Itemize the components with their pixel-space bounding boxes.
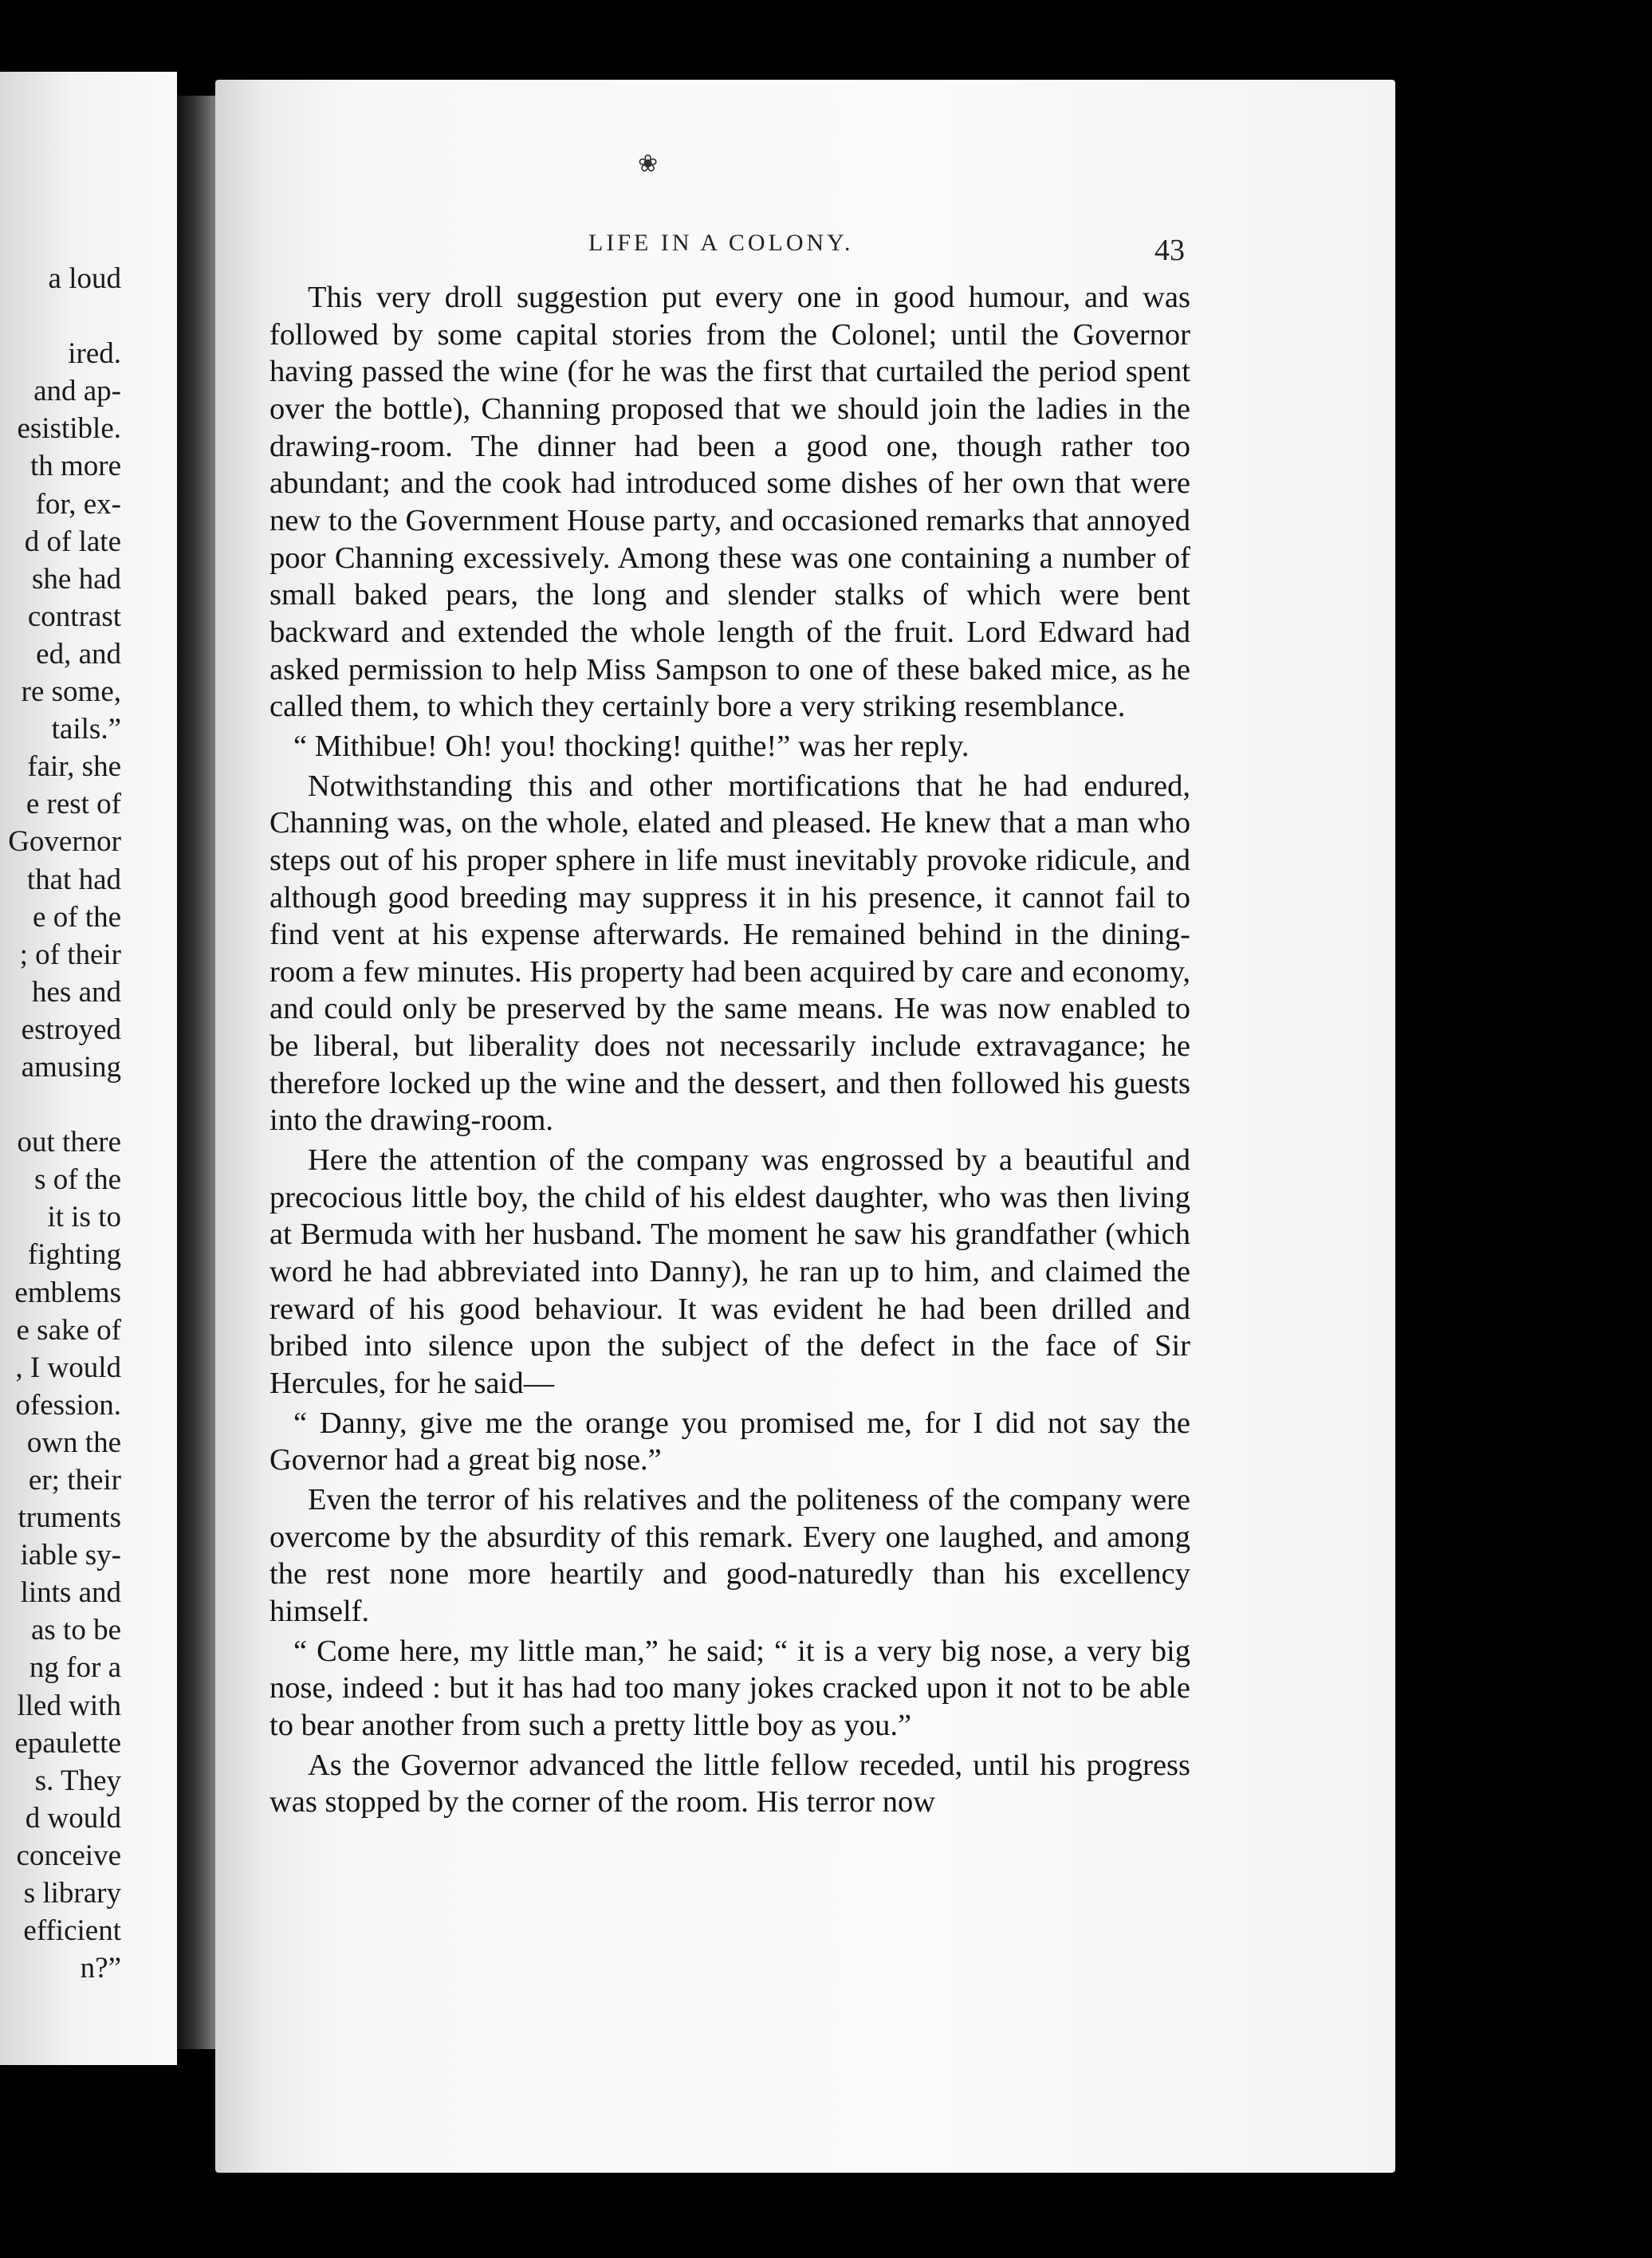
left-page-line — [8, 297, 121, 335]
left-page-line: ed, and — [36, 637, 121, 671]
paragraph: As the Governor advanced the little fellow receded, until his progress was stopped by the corner of the room. His terror now — [269, 1748, 1190, 1819]
left-page-line: d of late — [24, 525, 121, 558]
left-page-line: th more — [30, 450, 121, 483]
left-page-line: ng for a — [29, 1651, 121, 1685]
paragraph: “ Danny, give me the orange you promised me, for I did not say the Governor had a great big nose.” — [269, 1406, 1190, 1477]
left-page-line: fighting — [27, 1238, 121, 1272]
left-page-line: ofession. — [15, 1388, 121, 1422]
left-page-line: lints and — [20, 1576, 121, 1610]
left-page-line: amusing — [21, 1050, 121, 1084]
left-page-line: lled with — [17, 1689, 121, 1722]
left-page-line: s. They — [34, 1764, 121, 1797]
left-page-line: and ap- — [33, 375, 121, 408]
left-page-line: contrast — [27, 600, 121, 633]
left-page-line: ired. — [68, 337, 121, 371]
paragraph: Here the attention of the company was engrossed by a beautiful and precocious little boy, the child of his eldest daughter, who was then living at Bermuda with her husband. The moment he saw his grandfather (which word he had abbreviated into Danny), he ran up to him, and claimed the reward of his good behaviour. It was evident he had been drilled and bribed into silence upon the subject of the defect in the face of Sir Hercules, for he said— — [269, 1143, 1190, 1401]
left-page-line: estroyed — [21, 1013, 121, 1046]
left-page-line: she had — [32, 562, 121, 596]
paragraph: “ Mithibue! Oh! you! thocking! quithe!” was her reply. — [293, 729, 970, 763]
left-page-line: e of the — [33, 900, 121, 934]
left-page-line: n?” — [80, 1952, 121, 1985]
left-page-line: hes and — [32, 975, 121, 1009]
left-page-line: s library — [23, 1877, 121, 1910]
left-page-line: out there — [17, 1126, 121, 1159]
paragraph: Even the terror of his relatives and the politeness of the company were overcome by the absurdity of this remark. Every one laughed, and among the rest none more heartily and good-naturedly than his excellency himself. — [269, 1483, 1190, 1628]
left-page-line: s of the — [34, 1163, 121, 1197]
left-page-line: fair, she — [27, 750, 121, 784]
left-page-line: own the — [26, 1426, 121, 1459]
left-page-line: e rest of — [26, 788, 121, 821]
left-page-line — [8, 1086, 121, 1123]
left-page-line: as to be — [30, 1614, 121, 1647]
paragraph: “ Come here, my little man,” he said; “ it is a very big nose, a very big nose, indeed : but it has had too many jokes cracked upon it not to be able to bear another from such a pretty little boy as you.” — [269, 1634, 1190, 1742]
body-text — [269, 279, 1190, 1823]
left-page-line: for, ex- — [35, 487, 121, 521]
left-page-line: , I would — [15, 1351, 121, 1384]
left-page-line: conceive — [16, 1839, 121, 1872]
ornament-icon: ❀ — [638, 151, 659, 177]
left-page-line: truments — [18, 1501, 121, 1535]
left-page-line: re some, — [21, 675, 121, 709]
left-page-line: Governor — [8, 825, 121, 859]
left-page-line: ; of their — [19, 938, 121, 971]
left-page-line: a loud — [48, 262, 121, 295]
left-page-line: er; their — [28, 1464, 121, 1497]
left-page-line: esistible. — [17, 412, 121, 446]
paragraph: Notwithstanding this and other mortifications that he had endured, Channing was, on the whole, elated and pleased. He knew that a man who steps out of his proper sphere in life must inevitably provoke ridicule, and although good breeding may suppress it in his presence, it cannot fail to find vent at his expense afterwards. He remained behind in the dining-room a few minutes. His property had been acquired by care and economy, and could only be preserved by the same means. He was now enabled to be liberal, but liberality does not necessarily include extravagance; he therefore locked up the wine and the dessert, and then followed his guests into the drawing-room. — [269, 769, 1190, 1138]
left-page-line: e sake of — [16, 1313, 121, 1347]
left-page-line: d would — [25, 1801, 121, 1835]
left-page-line: epaulette — [14, 1726, 121, 1760]
left-page-fragment — [0, 72, 177, 2065]
left-page-line: emblems — [14, 1276, 121, 1309]
left-page-line: that had — [26, 863, 121, 896]
page-number: 43 — [1154, 234, 1185, 267]
left-page-line: efficient — [23, 1914, 121, 1948]
left-page-text — [8, 260, 121, 1987]
left-page-line: tails.” — [51, 713, 121, 746]
left-page-line: iable sy- — [20, 1539, 121, 1572]
left-page-line: it is to — [47, 1201, 121, 1234]
running-head: LIFE IN A COLONY. — [588, 230, 854, 256]
paragraph: This very droll suggestion put every one in good humour, and was followed by some capital stories from the Colonel; until the Governor having passed the wine (for he was the first that curtailed the period spent over the bottle), Channing proposed that we should join the ladies in the drawing-room. The dinner had been a good one, though rather too abundant; and the cook had introduced some dishes of her own that were new to the Government House party, and occasioned remarks that annoyed poor Channing excessively. Among these was one containing a number of small baked pears, the long and slender stalks of which were bent backward and extended the whole length of the fruit. Lord Edward had asked permission to help Miss Sampson to one of these baked mice, as he called them, to which they certainly bore a very striking resemblance. — [269, 281, 1190, 724]
